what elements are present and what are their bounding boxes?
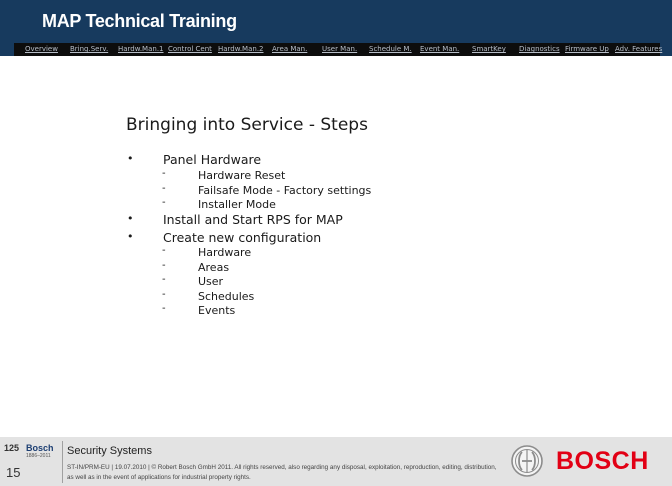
sub-bullet-text: Schedules [198,290,255,303]
sub-bullet-text: Events [198,304,236,317]
sub-bullet-mark: - [162,168,166,179]
presentation-title: MAP Technical Training [42,11,237,31]
sub-bullet-mark: - [162,274,166,285]
nav-link-smartkey[interactable]: SmartKey [472,45,506,53]
nav-link-firmware-update[interactable]: Firmware Up [565,45,609,53]
nav-link-bringing-service[interactable]: Bring.Serv. [70,45,109,53]
sub-bullet-text: Hardware Reset [198,169,286,182]
nav-link-overview[interactable]: Overview [25,45,58,53]
anniversary-number: 125 [4,443,20,453]
page-number: 15 [6,465,21,480]
sub-bullet-text: User [198,275,224,288]
sub-bullet-text: Hardware [198,246,252,259]
bullet-text: Install and Start RPS for MAP [163,212,343,227]
bosch-armature-icon [510,444,544,478]
nav-link-event-management[interactable]: Event Man. [420,45,460,53]
anniversary-brand: Bosch [26,443,54,453]
nav-link-diagnostics[interactable]: Diagnostics [519,45,560,53]
nav-link-advanced-features[interactable]: Adv. Features [615,45,663,53]
sub-bullet-mark: - [162,289,166,300]
nav-link-schedule-management[interactable]: Schedule M. [369,45,412,53]
sub-bullet-text: Installer Mode [198,198,276,211]
header-bar [0,0,672,43]
bosch-logo: BOSCH [556,447,649,475]
footer-divider [62,441,63,483]
sub-bullet-mark: - [162,303,166,314]
sub-bullet-mark: - [162,245,166,256]
sub-bullet-text: Areas [198,261,230,274]
nav-link-hardware-manual-1[interactable]: Hardw.Man.1 [118,45,164,53]
nav-link-user-management[interactable]: User Man. [322,45,358,53]
bullet-text: Panel Hardware [163,152,262,167]
sub-bullet-text: Failsafe Mode - Factory settings [198,184,372,197]
division-name: Security Systems [67,445,152,457]
bullet-mark: • [127,212,134,225]
sub-bullet-mark: - [162,183,166,194]
nav-link-area-management[interactable]: Area Man. [272,45,308,53]
sub-bullet-mark: - [162,197,166,208]
nav-link-control-center[interactable]: Control Cent [168,45,212,53]
bullet-mark: • [127,230,134,243]
sub-bullet-mark: - [162,260,166,271]
anniversary-years: 1886–2011 [26,453,51,459]
copyright-notice: ST-IN/PRM-EU | 19.07.2010 | © Robert Bosch GmbH 2011. All rights reserved, also regarding any disposal, exploitation, reproduction, editing, distribution, as well as in the event of applications for industrial property rights. [67,464,497,481]
nav-link-hardware-manual-2[interactable]: Hardw.Man.2 [218,45,264,53]
slide-title: Bringing into Service - Steps [126,115,368,135]
navigation-bar [0,43,672,56]
bullet-text: Create new configuration [163,230,322,245]
bullet-mark: • [127,152,134,165]
nav-strip [14,43,663,56]
anniversary-logo [4,443,60,461]
footer-bar [0,437,672,486]
